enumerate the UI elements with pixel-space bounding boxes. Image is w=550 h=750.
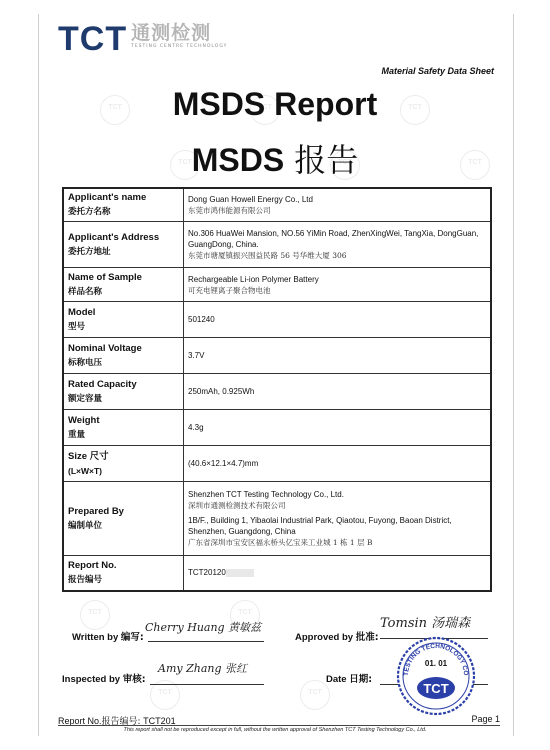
- row-value: 250mAh, 0.925Wh: [184, 374, 492, 410]
- table-row: [63, 482, 491, 556]
- document-type: Material Safety Data Sheet: [381, 66, 494, 76]
- company-stamp: [396, 630, 476, 722]
- row-label: Prepared By 编制单位: [63, 482, 184, 556]
- table-row: [63, 188, 491, 222]
- row-label: Weight 重量: [63, 410, 184, 446]
- date-label: Date 日期:: [326, 674, 373, 685]
- approved-by-signature: Tomsin 汤瑞森: [380, 616, 471, 631]
- footer-report-no: Report No.报告编号: TCT201: [58, 716, 176, 727]
- row-value: 4.3g: [184, 410, 492, 446]
- row-value: TCT20120: [184, 556, 492, 591]
- logo-tagline: TESTING CENTRE TECHNOLOGY: [131, 44, 228, 49]
- row-value: Rechargeable Li-ion Polymer Battery 可充电锂离子聚合物电池: [184, 268, 492, 302]
- written-by-line: [148, 641, 264, 642]
- watermark-icon: [80, 600, 110, 630]
- sample-info-table: [62, 187, 492, 592]
- stamp-center-text: TCT: [423, 681, 449, 696]
- approved-by-label: Approved by 批准:: [295, 632, 379, 643]
- written-by-label: Written by 编写:: [72, 632, 144, 643]
- inspected-by-signature: Amy Zhang 张红: [158, 662, 247, 675]
- report-title-en-part: MSDS: [191, 142, 285, 178]
- table-row: [63, 410, 491, 446]
- redaction-mask: [226, 569, 254, 577]
- footer-divider: [58, 725, 500, 726]
- table-row: [63, 338, 491, 374]
- report-title: MSDS Report: [172, 86, 378, 122]
- report-title-cn: [0, 135, 550, 181]
- logo-chinese-name: 通测检测: [131, 22, 212, 44]
- row-label: Rated Capacity 额定容量: [63, 374, 184, 410]
- logo-mark: TCT: [58, 20, 128, 58]
- row-label: Name of Sample 样品名称: [63, 268, 184, 302]
- table-row: [63, 302, 491, 338]
- date-value: 01. 01: [424, 659, 448, 668]
- stamp-graphic: [396, 630, 476, 722]
- row-label: Model 型号: [63, 302, 184, 338]
- table-row: [63, 374, 491, 410]
- written-by-signature: Cherry Huang 黄敏兹: [145, 621, 262, 634]
- report-title-cn-part: 报告: [294, 141, 359, 179]
- row-value: Dong Guan Howell Energy Co., Ltd 东莞市鸿伟能源有限公司: [184, 188, 492, 222]
- inspected-by-line: [150, 684, 264, 685]
- row-label: Applicant's Address 委托方地址: [63, 222, 184, 268]
- row-label: Nominal Voltage 标称电压: [63, 338, 184, 374]
- footer-page-number: Page 1: [471, 714, 500, 724]
- row-value: (40.6×12.1×4.7)mm: [184, 446, 492, 482]
- stamp-ring-text: TESTING TECHNOLOGY CO: [402, 642, 470, 677]
- table-row: [63, 222, 491, 268]
- tct-logo: [58, 22, 227, 56]
- table-row: [63, 268, 491, 302]
- inspected-by-label: Inspected by 审核:: [62, 674, 146, 685]
- row-label: Applicant's name 委托方名称: [63, 188, 184, 222]
- row-value: 3.7V: [184, 338, 492, 374]
- row-value: Shenzhen TCT Testing Technology Co., Ltd. 深圳市通测检测技术有限公司 1B/F., Building 1, Yibaolai Industrial Park, Qiaotou, Fuyong, Baoan District, Shenzhen, Guangdong, China 广东省深圳市宝安区福永桥头亿宝来工业城 1 栋 1 层 B: [184, 482, 492, 556]
- table-row: [63, 556, 491, 591]
- table-row: [63, 446, 491, 482]
- footer-disclaimer: This report shall not be reproduced except in full, without the written approval of Shenzhen TCT Testing Technology Co., Ltd.: [123, 727, 427, 733]
- row-label: Report No. 报告编号: [63, 556, 184, 591]
- row-label: Size 尺寸 (L×W×T): [63, 446, 184, 482]
- row-value: 501240: [184, 302, 492, 338]
- row-value: No.306 HuaWei Mansion, NO.56 YiMin Road, ZhenXingWei, TangXia, DongGuan, GuangDong, China. 东莞市塘厦镇振兴围益民路 56 号华维大厦 306: [184, 222, 492, 268]
